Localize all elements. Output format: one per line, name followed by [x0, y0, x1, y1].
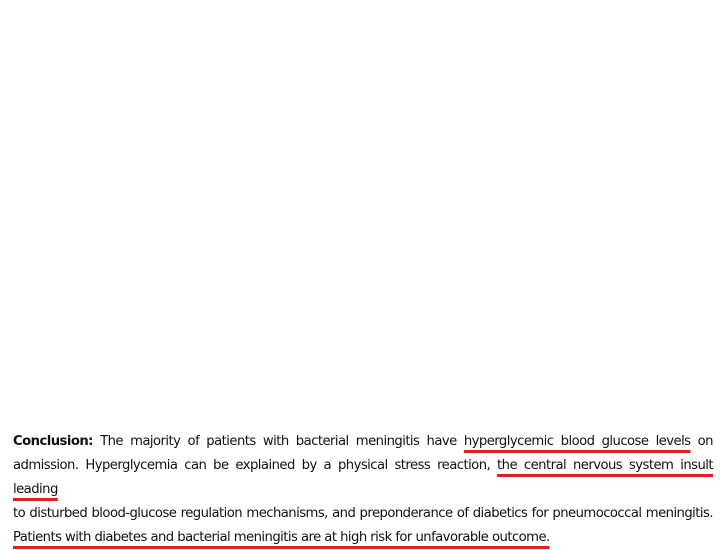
text-line-3 [13, 502, 713, 526]
text-line-2 [13, 454, 713, 502]
line-1-text: The majority of patients with bacterial meningitis have [100, 434, 457, 449]
highlight-glucose-levels: hyperglycemic blood glucose levels [463, 434, 691, 449]
conclusion-heading: Conclusion: [13, 434, 93, 449]
conclusion-paragraph [13, 430, 713, 550]
text-line-4 [13, 526, 713, 550]
line-2-text: admission. Hyperglycemia can be explained by a physical stress reaction, [13, 458, 491, 473]
line-3-text: to disturbed blood-glucose regulation mechanisms, and preponderance of diabetics for pneumococcal meningitis. [13, 506, 713, 521]
line-1-tail: on [697, 434, 713, 449]
text-line-1 [13, 430, 713, 454]
highlight-cns-insult: the central nervous system insult leading [13, 458, 713, 497]
highlight-high-risk: Patients with diabetes and bacterial meningitis are at high risk for unfavorable outcome. [13, 530, 550, 545]
